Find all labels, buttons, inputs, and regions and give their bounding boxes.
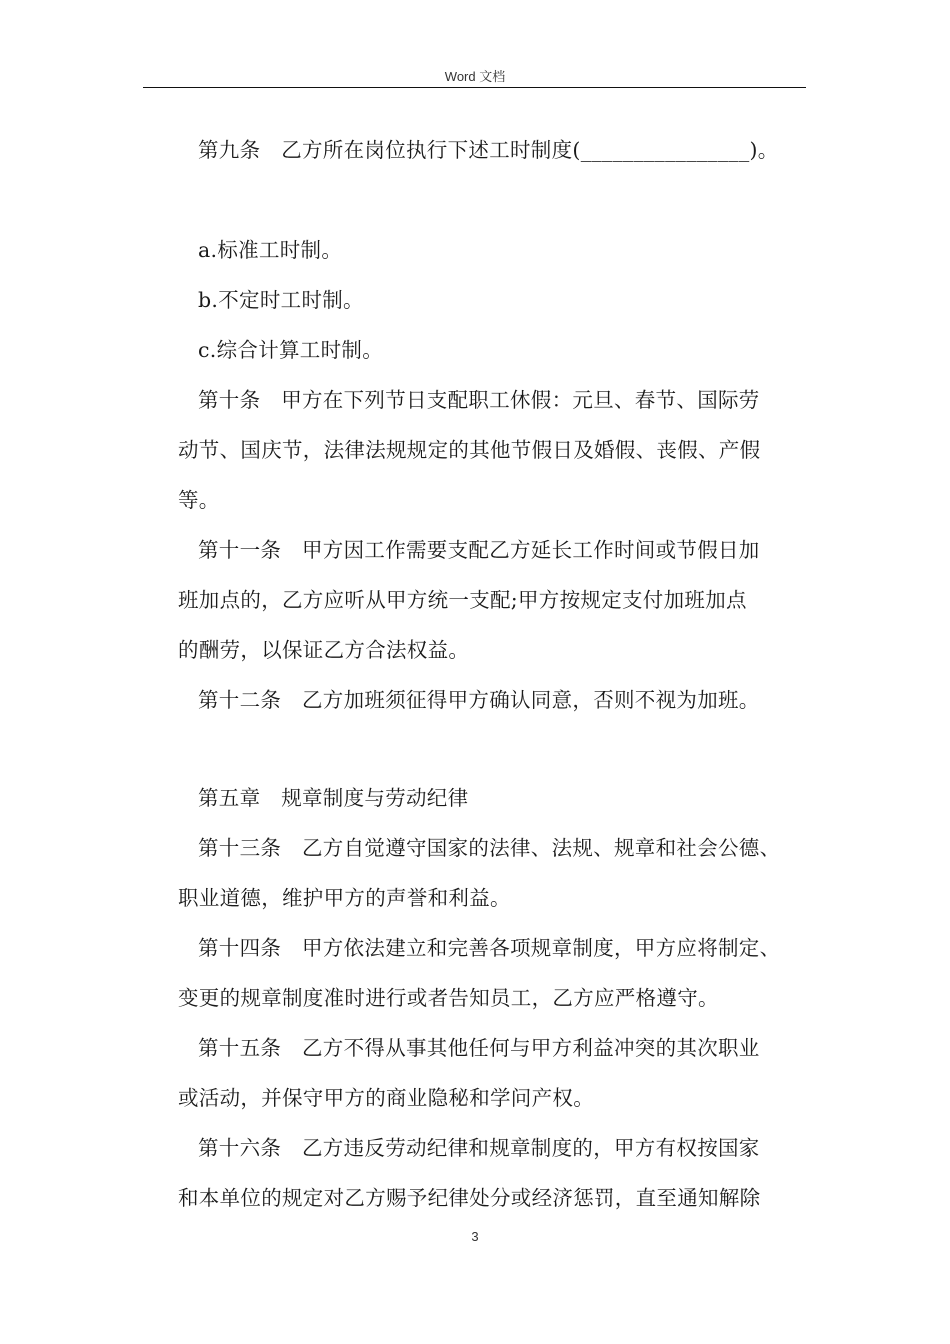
text-line: 的酬劳，以保证乙方合法权益。	[178, 638, 470, 662]
text-line: 或活动，并保守甲方的商业隐秘和学问产权。	[178, 1086, 594, 1110]
chapter-heading: 第五章 规章制度与劳动纪律	[198, 786, 469, 810]
text-line: 第十六条 乙方违反劳动纪律和规章制度的，甲方有权按国家	[198, 1136, 760, 1160]
page-header-title: Word 文档	[444, 69, 506, 84]
text-line: a.标准工时制。	[198, 238, 343, 262]
text-line: 第十二条 乙方加班须征得甲方确认同意，否则不视为加班。	[198, 688, 760, 712]
text-line: b.不定时工时制。	[198, 288, 364, 312]
text-line: 班加点的，乙方应听从甲方统一支配;甲方按规定支付加班加点	[178, 588, 747, 612]
text-line: 等。	[178, 488, 220, 512]
text-line: 第十五条 乙方不得从事其他任何与甲方利益冲突的其次职业	[198, 1036, 760, 1060]
text-line: 第十三条 乙方自觉遵守国家的法律、法规、规章和社会公德、	[198, 836, 781, 860]
page-number: 3	[471, 1229, 479, 1244]
text-line: 第九条 乙方所在岗位执行下述工时制度(________________)。	[198, 138, 779, 162]
header-divider	[143, 87, 806, 88]
text-line: 第十四条 甲方依法建立和完善各项规章制度，甲方应将制定、	[198, 936, 781, 960]
text-line: c.综合计算工时制。	[198, 338, 383, 362]
text-line: 职业道德，维护甲方的声誉和利益。	[178, 886, 511, 910]
text-line: 第十条 甲方在下列节日支配职工休假：元旦、春节、国际劳	[198, 388, 760, 412]
text-line: 动节、国庆节，法律法规规定的其他节假日及婚假、丧假、产假	[178, 438, 761, 462]
text-line: 第十一条 甲方因工作需要支配乙方延长工作时间或节假日加	[198, 538, 760, 562]
text-line: 和本单位的规定对乙方赐予纪律处分或经济惩罚，直至通知解除	[178, 1186, 761, 1210]
text-line: 变更的规章制度准时进行或者告知员工，乙方应严格遵守。	[178, 986, 719, 1010]
